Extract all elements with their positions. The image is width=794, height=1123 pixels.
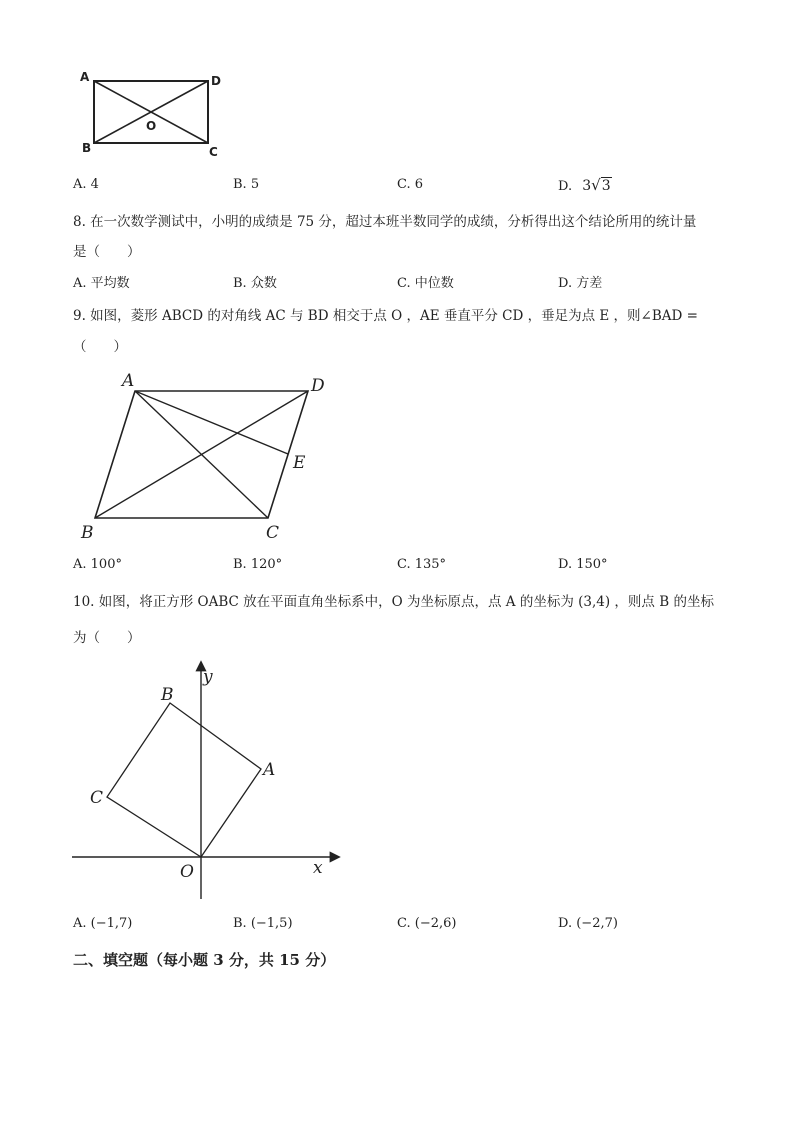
q10-option-d[interactable]: D. (−2,7)	[558, 916, 618, 931]
label-b: B	[82, 141, 92, 155]
q7-option-d-radicand: 3	[601, 178, 611, 194]
q7-option-d-coef: 3	[582, 178, 592, 194]
diagonal-bd	[95, 391, 308, 518]
q9-option-a[interactable]: A. 100°	[73, 557, 122, 572]
q10-option-a[interactable]: A. (−1,7)	[73, 916, 133, 931]
q10-stem-line1: 10. 如图，将正方形 OABC 放在平面直角坐标系中，O 为坐标原点，点 A 的坐标为 (3,4) ，则点 B 的坐标	[73, 594, 714, 610]
label-e: E	[293, 453, 306, 473]
label-b: B	[161, 685, 174, 705]
q7-option-b[interactable]: B. 5	[233, 177, 260, 192]
label-x: x	[313, 858, 323, 878]
label-d: D	[311, 376, 325, 396]
q7-option-d-letter: D.	[558, 179, 573, 194]
q7-option-c[interactable]: C. 6	[397, 177, 424, 192]
q9-option-c[interactable]: C. 135°	[397, 557, 447, 572]
q8-stem-line1: 8. 在一次数学测试中，小明的成绩是 75 分，超过本班半数同学的成绩，分析得出这个结论所用的统计量	[73, 214, 697, 230]
label-a: A	[263, 760, 276, 780]
label-c: C	[209, 145, 218, 159]
sqrt-sign: √	[591, 176, 601, 194]
q10-stem-line2: 为（ ）	[73, 630, 141, 646]
label-b: B	[81, 523, 94, 543]
q10-coordinate-figure	[70, 655, 355, 905]
q7-option-a[interactable]: A. 4	[73, 177, 99, 192]
q8-option-d[interactable]: D. 方差	[558, 276, 603, 291]
q8-option-c[interactable]: C. 中位数	[397, 276, 454, 291]
label-a: A	[80, 70, 90, 84]
label-o: O	[180, 862, 194, 882]
label-y: y	[203, 667, 213, 687]
q9-option-b[interactable]: B. 120°	[233, 557, 283, 572]
q9-stem-line2: （ ）	[73, 339, 127, 355]
q7-rectangle-figure	[70, 68, 230, 163]
q9-rhombus-figure	[75, 368, 335, 548]
label-a: A	[122, 371, 135, 391]
q10-option-c[interactable]: C. (−2,6)	[397, 916, 457, 931]
label-d: D	[211, 74, 221, 88]
label-c: C	[266, 523, 280, 543]
q8-option-a[interactable]: A. 平均数	[73, 276, 130, 291]
label-c: C	[90, 788, 104, 808]
section-heading: 二、填空题（每小题 3 分，共 15 分）	[73, 951, 336, 969]
segment-ae	[135, 391, 288, 454]
label-o: O	[146, 119, 157, 133]
q8-option-b[interactable]: B. 众数	[233, 276, 277, 291]
q7-option-d[interactable]	[558, 175, 612, 197]
q8-stem-line2: 是（ ）	[73, 244, 141, 260]
q9-stem-line1: 9. 如图，菱形 ABCD 的对角线 AC 与 BD 相交于点 O ，AE 垂直平分 CD ，垂足为点 E ，则∠BAD =	[73, 308, 698, 324]
q10-option-b[interactable]: B. (−1,5)	[233, 916, 293, 931]
square-oabc	[107, 703, 261, 857]
q9-option-d[interactable]: D. 150°	[558, 557, 608, 572]
